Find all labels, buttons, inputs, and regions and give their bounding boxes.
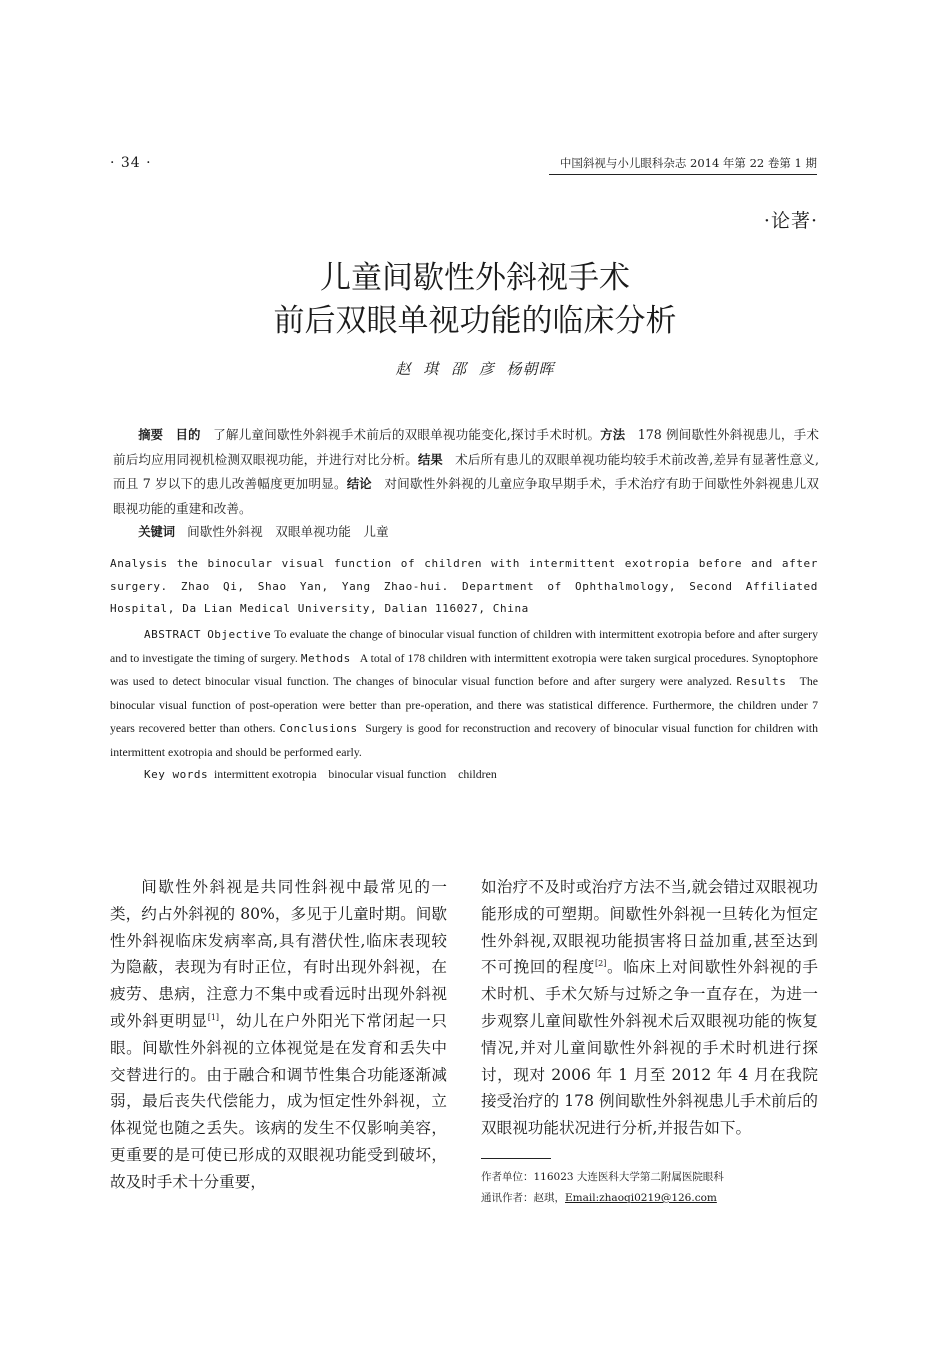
page-number: · 34 · <box>110 155 152 171</box>
conclusion-text: 对间歇性外斜视的儿童应争取早期手术，手术治疗有助于间歇性外斜视患儿双眼视功能的重建和改善。 <box>113 476 819 516</box>
journal-header: 中国斜视与小儿眼科杂志 2014 年第 22 卷第 1 期 <box>549 155 817 175</box>
authors: 赵 琪 邵 彦 杨朝晖 <box>395 360 555 378</box>
body-right-text-2: 。临床上对间歇性外斜视的手术时机、手术欠矫与过矫之争一直存在，为进一步观察儿童间歇性外斜视术后双眼视功能的恢复情况,并对儿童间歇性外斜视的手术时机进行探讨，现对 2006 年 1 月至 2012 年 4 月在我院接受治疗的 178 例间歇性外斜视患儿手术前后的双眼视功能状况进行分析,并报告如下。 <box>481 958 818 1138</box>
body-right-text-1: 如治疗不及时或治疗方法不当,就会错过双眼视功能形成的可塑期。间歇性外斜视一旦转化为恒定性外斜视,双眼视功能损害将日益加重,甚至达到不可挽回的程度 <box>481 878 818 977</box>
chinese-keywords <box>113 520 819 545</box>
method-text: 178 例间歇性外斜视患儿，手术前后均应用同视机检测双眼视功能，并进行对比分析。 <box>113 427 819 467</box>
footnote-divider <box>481 1158 551 1159</box>
email-link[interactable]: Email:zhaoqi0219@126.com <box>565 1192 717 1204</box>
keywords-text: 间歇性外斜视 双眼单视功能 儿童 <box>187 524 389 539</box>
section-label: ·论著· <box>763 210 818 232</box>
keywords-label: 关键词 <box>138 525 176 539</box>
conclusion-label: 结论 <box>346 477 372 491</box>
english-abstract-body <box>110 623 818 763</box>
result-text: 术后所有患儿的双眼单视功能均较手术前改善,差异有显著性意义,而且 7 岁以下的患儿改善幅度更加明显。 <box>113 451 819 491</box>
en-keywords-text: intermittent exotropia binocular visual function children <box>214 767 497 782</box>
citation-1: [1] <box>207 1012 220 1022</box>
en-methods-label: Methods <box>300 651 351 665</box>
author-affiliation: 作者单位：116023 大连医科大学第二附属医院眼科 <box>481 1171 724 1183</box>
objective-label: 目的 <box>175 428 201 442</box>
result-label: 结果 <box>417 452 443 467</box>
body-left-text-1: 间歇性外斜视是共同性斜视中最常见的一类，约占外斜视的 80%，多见于儿童时期。间歇性外斜视临床发病率高,具有潜伏性,临床表现较为隐蔽，表现为有时正位，有时出现外斜视，在疲劳、患病，注意力不集中或看远时出现外斜视或外斜更明显 <box>110 878 447 1030</box>
en-objective-text: To evaluate the change of binocular visual function of children with intermittent exotropia before and after surgery and to investigate the timing of surgery. <box>110 627 818 665</box>
english-keywords <box>110 763 818 787</box>
en-keywords-label: Key words <box>144 768 209 782</box>
title-line-1: 儿童间歇性外斜视手术 <box>320 260 630 296</box>
abstract-label: 摘要 <box>138 428 164 442</box>
english-title-authors: Analysis the binocular visual function of children with intermittent exotropia before and after surgery. Zhao Qi, Shao Yan, Yang Zhao-hui. Department of Ophthalmology, Second Affiliated Hospital, Da Lian Medical University, Dalian 116027, China <box>110 557 818 616</box>
objective-text: 了解儿童间歇性外斜视手术前后的双眼单视功能变化,探讨手术时机。 <box>213 427 601 442</box>
en-results-text: The binocular visual function of post-operation were better than pre-operation, and there was statistical difference. Furthermore, the children under 7 years recovered better than others. <box>110 674 819 735</box>
corresponding-author <box>481 1190 717 1205</box>
en-conclusions-label: Conclusions <box>279 721 358 735</box>
en-conclusions-text: Surgery is good for reconstruction and recovery of binocular visual function for children with intermittent exotropia and should be performed early. <box>110 720 818 759</box>
method-label: 方法 <box>600 428 626 442</box>
citation-2: [2] <box>594 959 607 969</box>
en-abstract-label: ABSTRACT <box>144 628 201 641</box>
en-methods-text: A total of 178 children with intermittent exotropia were taken surgical procedures. Synoptophore was used to detect binocular visual function. The changes of binocular visual function before and after surgery were analyzed. <box>110 650 819 689</box>
body-right-column <box>481 874 818 1142</box>
en-objective-label: Objective <box>207 628 272 641</box>
body-left-column <box>110 874 447 1196</box>
body-left-text-2: ，幼儿在户外阳光下常闭起一只眼。间歇性外斜视的立体视觉是在发育和丢失中交替进行的。由于融合和调节性集合功能逐渐减弱，最后丧失代偿能力，成为恒定性外斜视，立体视觉也随之丢失。该病的发生不仅影响美容，更重要的是可使已形成的双眼视功能受到破坏，故及时手术十分重要， <box>110 1011 447 1191</box>
corresponding-author-label: 通讯作者：赵琪， <box>481 1192 565 1204</box>
english-abstract <box>110 623 818 787</box>
title-line-2: 前后双眼单视功能的临床分析 <box>273 303 677 339</box>
chinese-abstract-body <box>113 423 819 520</box>
chinese-abstract <box>113 423 819 545</box>
en-results-label: Results <box>736 675 787 689</box>
